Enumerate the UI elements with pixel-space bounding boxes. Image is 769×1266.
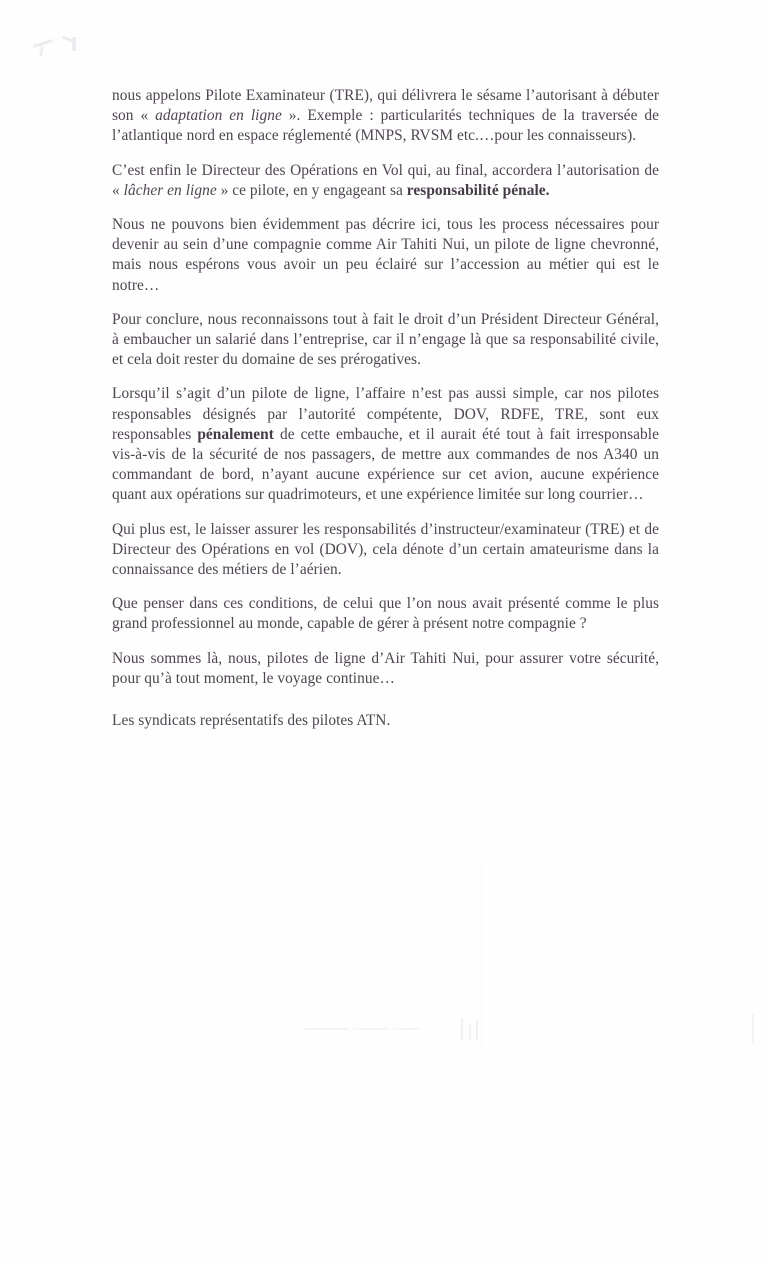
scan-tick-artifact	[469, 1024, 471, 1040]
paragraph-que-penser	[112, 594, 659, 634]
text-run-normal: Que penser dans ces conditions, de celui que l’on nous avait présenté comme le plus grand professionnel au monde, capable de gérer à présent notre compagnie ?	[112, 595, 659, 633]
paragraph-nous-sommes-la	[112, 649, 659, 689]
text-run-bold: pénalement	[197, 425, 274, 443]
scan-tick-artifact	[461, 1018, 463, 1040]
text-run-bold: responsabilité pénale.	[406, 181, 550, 199]
scan-artifact-icon	[39, 46, 44, 56]
text-run-normal: Nous sommes là, nous, pilotes de ligne d’Air Tahiti Nui, pour assurer votre sécurité, pour qu’à tout moment, le voyage continue…	[112, 649, 659, 687]
paragraph-pilote-de-ligne	[112, 384, 659, 505]
text-run-normal: Les syndicats représentatifs des pilotes ATN.	[112, 712, 391, 730]
text-run-normal: de cette embauche, et il aurait été tout à fait irresponsable vis-à-vis de la sécurité de nos passagers, de mettre aux commandes de nos A340 un commandant de bord, n’ayant aucune expérience sur cet avion, aucune expérience quant aux opérations sur quadrimoteurs, et une expérience limitée sur long courrier…	[112, 425, 659, 504]
text-run-normal: nous appelons Pilote Examinateur (TRE), qui délivrera le sésame l’autorisant à débuter son «	[112, 87, 659, 125]
text-run-normal: ». Exemple : particularités techniques de la traversée de l’atlantique nord en espace réglementé (MNPS, RVSM etc.…pour les connaisseurs).	[112, 107, 659, 145]
document-body	[112, 86, 659, 731]
text-run-normal: » ce pilote, en y engageant sa	[216, 181, 407, 199]
scan-artifact-icon	[62, 35, 76, 43]
paragraph-pilote-examinateur	[112, 86, 659, 147]
scan-seam-artifact	[752, 1014, 754, 1044]
text-run-italic: lâcher en ligne	[123, 181, 217, 199]
signature-line	[112, 711, 659, 731]
text-run-normal: Pour conclure, nous reconnaissons tout à fait le droit d’un Président Directeur Général, à embaucher un salarié dans l’entreprise, car il n’engage là que sa responsabilité civile, et cela doit rester du domaine de ses prérogatives.	[112, 310, 659, 369]
text-run-italic: adaptation en ligne	[155, 107, 282, 125]
paragraph-pour-conclure	[112, 310, 659, 371]
scan-seam-artifact	[481, 860, 483, 1050]
paragraph-directeur-operations	[112, 161, 659, 201]
text-run-normal: Qui plus est, le laisser assurer les responsabilités d’instructeur/examinateur (TRE) et de Directeur des Opérations en vol (DOV), cela dénote d’un certain amateurisme dans la connaissance des métiers de l’aérien.	[112, 520, 659, 579]
paragraph-process-necessaires	[112, 215, 659, 296]
text-run-normal: Nous ne pouvons bien évidemment pas décrire ici, tous les process nécessaires pour devenir au sein d’une compagnie comme Air Tahiti Nui, un pilote de ligne chevronné, mais nous espérons vous avoir un peu éclairé sur l’accession au métier qui est le notre…	[112, 216, 659, 294]
scan-artifact-icon	[72, 37, 76, 51]
scan-tick-artifact	[476, 1021, 478, 1040]
scan-band-artifact	[305, 1028, 495, 1030]
text-run-normal: Lorsqu’il s’agit d’un pilote de ligne, l’affaire n’est pas aussi simple, car nos pilotes responsables désignés par l’autorité compétente, DOV, RDFE, TRE, sont eux responsables	[112, 385, 659, 443]
scan-artifact-icon	[33, 39, 53, 48]
paragraph-qui-plus-est	[112, 520, 659, 581]
text-run-normal: C’est enfin le Directeur des Opérations en Vol qui, au final, accordera l’autorisation de «	[112, 161, 659, 199]
